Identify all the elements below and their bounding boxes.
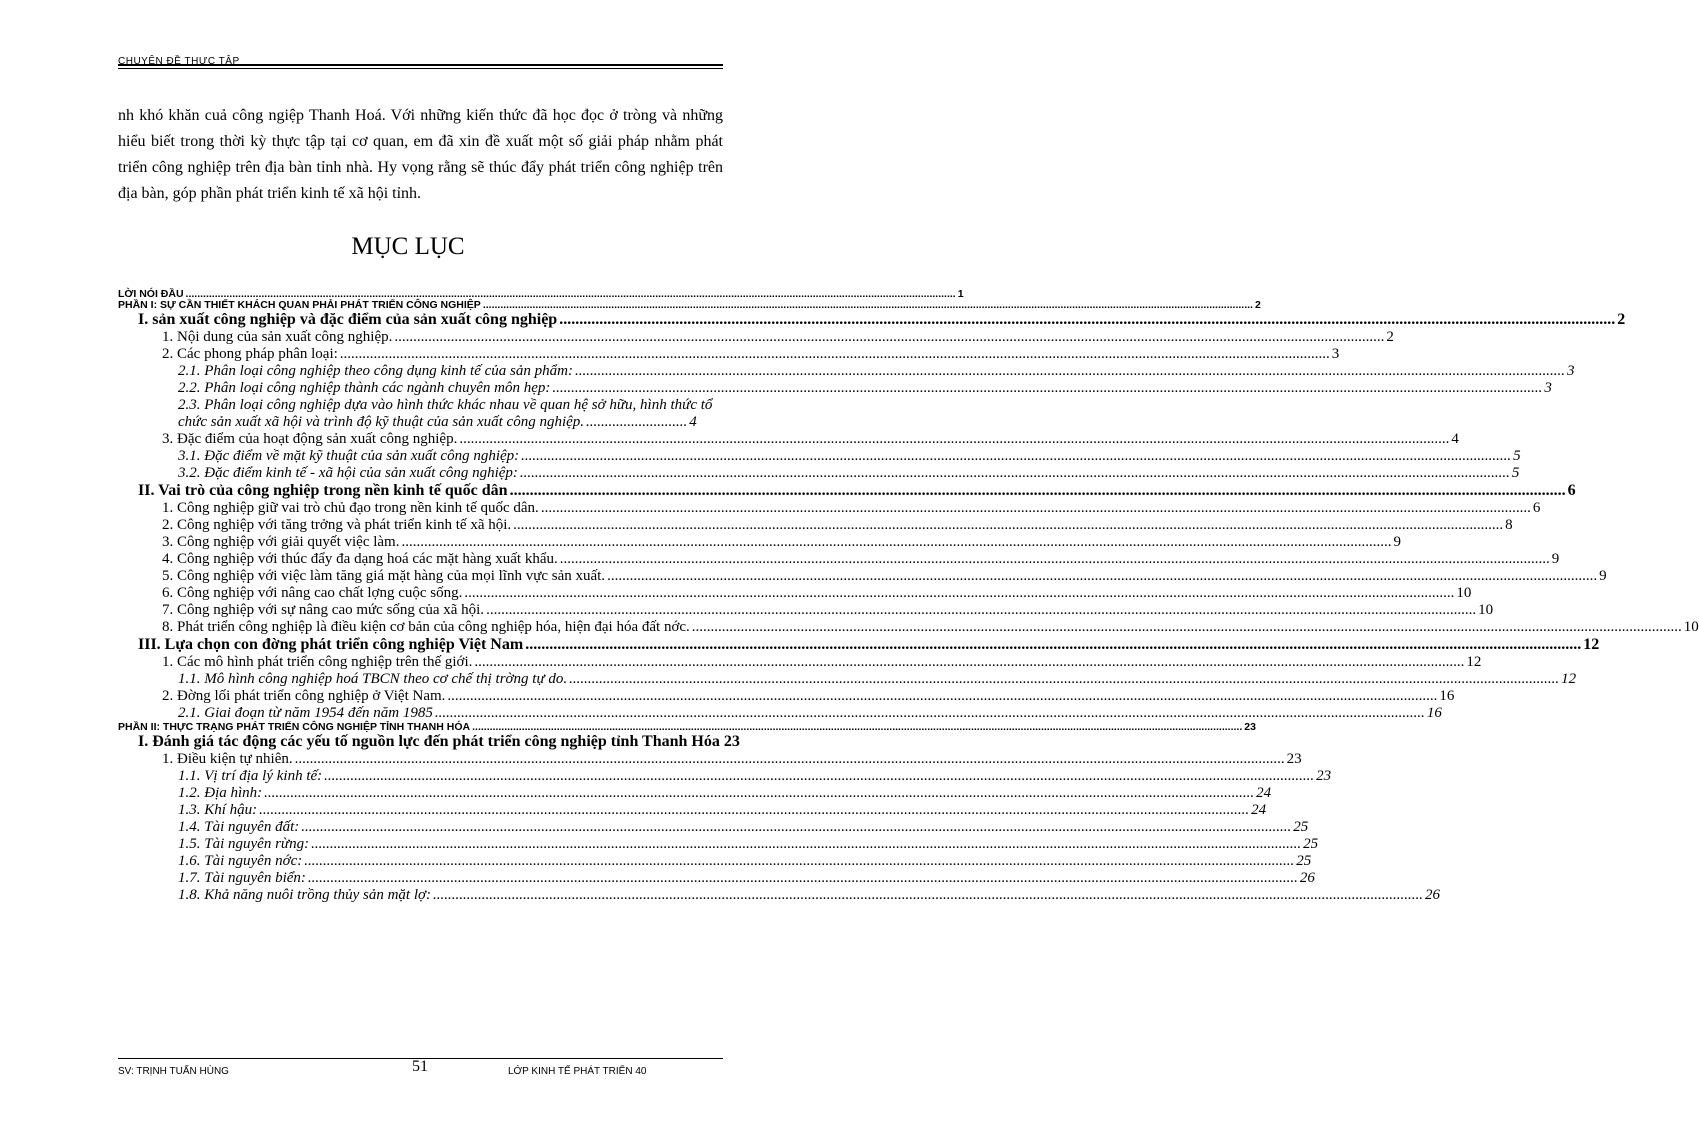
intro-paragraph: nh khó khăn cuả công ngiệp Thanh Hoá. Với những kiến thức đã học đọc ở tròng và những hiểu biết trong thời kỳ thực tập tại cơ quan, em đã xin đề xuất một số giải pháp nhằm phát triển công nghiệp trên địa bàn tỉnh nhà. Hy vọng rằng sẽ thúc đẩy phát triển công nghiệp trên địa bàn, góp phần phát triển kinh tế xã hội tỉnh.: [118, 107, 723, 202]
header-rule: [118, 64, 723, 66]
toc-leader-dots: [264, 785, 1254, 802]
toc-entry[interactable]: [118, 768, 1332, 785]
toc-entry-text: 2.1. Phân loại công nghiệp theo công dụng kinh tế của sản phẩm:: [178, 363, 573, 379]
toc-entry-text: 2. Đờng lối phát triển công nghiệp ở Việt Nam.: [162, 688, 446, 704]
toc-entry-page: 10: [1456, 585, 1472, 601]
toc-leader-dots: [304, 853, 1294, 870]
toc-entry[interactable]: [118, 397, 723, 431]
toc-entry-page: 23: [723, 733, 740, 750]
toc-entry-text: 1.5. Tài nguyên rừng:: [178, 836, 310, 852]
toc-entry-page: 3: [1331, 346, 1340, 362]
toc-entry[interactable]: [118, 500, 1541, 517]
toc-leader-dots: [513, 517, 1503, 534]
toc-leader-dots: [435, 705, 1425, 722]
toc-entry-page: 9: [1599, 568, 1607, 584]
toc-entry-text: 1.7. Tài nguyên biển:: [178, 870, 306, 886]
toc-entry[interactable]: [118, 465, 1520, 482]
toc-entry-text: 5. Công nghiệp với việc làm tăng giá mặt hàng của mọi lĩnh vực sản xuất.: [162, 568, 606, 584]
toc-entry[interactable]: [118, 448, 1521, 465]
toc-entry-text: 3. Công nghiệp với giải quyết việc làm.: [162, 534, 400, 550]
toc-entry-text: 1.2. Địa hình:: [178, 785, 263, 801]
toc-leader-dots: [472, 722, 1242, 733]
toc-entry[interactable]: [118, 568, 1607, 585]
toc-leader-dots: [459, 431, 1449, 448]
toc-entry[interactable]: [118, 517, 1513, 534]
toc-entry[interactable]: [118, 721, 1256, 733]
toc-entry-text: 2. Các phong pháp phân loại:: [162, 346, 338, 362]
toc-leader-dots: [308, 870, 1298, 887]
toc-leader-dots: [569, 671, 1559, 688]
toc-entry-text: 4. Công nghiệp với thúc đẩy đa dạng hoá các mặt hàng xuất khẩu.: [162, 551, 558, 567]
toc-entry-text: 1.1. Mô hình công nghiệp hoá TBCN theo cơ chế thị trờng tự do.: [178, 671, 568, 687]
toc-entry[interactable]: [118, 836, 1319, 853]
toc-entry-page: 2: [1254, 299, 1261, 311]
toc-entry-text: II. Vai trò của công nghiệp trong nền kinh tế quốc dân: [138, 482, 508, 499]
toc-entry-page: 1: [957, 288, 964, 300]
toc-leader-dots: [464, 585, 1454, 602]
toc-entry-text: 2.3. Phân loại công nghiệp dựa vào hình thức khác nhau về quan hệ sở hữu, hình thức tổ chức sản xuất xã hội và trình độ kỹ thuật của sản xuất công nghiệp.: [178, 397, 713, 430]
toc-entry-page: 5: [1511, 465, 1520, 481]
toc-entry-text: 1.6. Tài nguyên nớc:: [178, 853, 303, 869]
toc-entry-page: 24: [1251, 802, 1267, 818]
toc-entry-text: 3. Đặc điểm của hoạt động sản xuất công nghiệp.: [162, 431, 458, 447]
toc-leader-dots: [692, 619, 1682, 636]
toc-entry-text: 6. Công nghiệp với nâng cao chất lợng cuộc sống.: [162, 585, 463, 601]
header-rule-thin: [118, 68, 723, 69]
toc-leader-dots: [560, 551, 1550, 568]
toc-entry[interactable]: [118, 853, 1312, 870]
toc-entry-page: 12: [1583, 636, 1600, 653]
page-header-title: CHUYÊN ĐỀ THỰC TẬP: [118, 56, 240, 67]
toc-entry[interactable]: [118, 887, 1441, 904]
toc-entry-text: 1. Điều kiện tự nhiên.: [162, 751, 293, 767]
footer-class: LỚP KINH TẾ PHÁT TRIỂN 40: [508, 1066, 647, 1077]
table-of-contents: [118, 288, 1699, 904]
toc-leader-dots: [525, 636, 1581, 654]
toc-entry-text: 1. Nội dung của sản xuất công nghiệp.: [162, 329, 393, 345]
toc-entry-page: 3: [1566, 363, 1575, 379]
toc-entry-page: 16: [1426, 705, 1442, 721]
toc-entry-page: 3: [1544, 380, 1552, 396]
toc-leader-dots: [324, 768, 1314, 785]
toc-entry[interactable]: [118, 602, 1494, 619]
toc-entry-page: 26: [1425, 887, 1441, 903]
toc-entry[interactable]: [118, 329, 1394, 346]
toc-entry-text: 1. Công nghiệp giữ vai trò chủ đạo trong nền kinh tế quốc dân.: [162, 500, 539, 516]
toc-entry[interactable]: [118, 802, 1267, 819]
toc-entry-text: 2.1. Giai đoạn từ năm 1954 đến năm 1985: [178, 705, 433, 721]
toc-entry[interactable]: [118, 551, 1560, 568]
toc-entry[interactable]: [118, 636, 1600, 654]
toc-entry-text: 3.1. Đặc điểm về mặt kỹ thuật của sản xuất công nghiệp:: [178, 448, 520, 464]
toc-entry-text: 1.4. Tài nguyên đất:: [178, 819, 300, 835]
toc-entry-page: 2: [1617, 311, 1626, 328]
toc-entry-page: 12: [1466, 654, 1482, 670]
toc-entry[interactable]: [118, 585, 1472, 602]
toc-entry-page: 16: [1439, 688, 1455, 704]
toc-entry[interactable]: [118, 870, 1315, 887]
toc-entry-text: 1. Các mô hình phát triển công nghiệp trên thế giới.: [162, 654, 473, 670]
footer-author: SV: TRỊNH TUẤN HÙNG: [118, 1066, 229, 1077]
toc-leader-dots: [483, 300, 1253, 311]
toc-entry-page: 23: [1286, 751, 1302, 767]
toc-entry-page: 4: [1451, 431, 1459, 447]
page-number: 51: [412, 1058, 428, 1075]
toc-leader-dots: [401, 534, 1391, 551]
toc-entry[interactable]: [118, 751, 1302, 768]
toc-entry-text: PHẦN II: THỰC TRẠNG PHÁT TRIỂN CÔNG NGHIỆP TỈNH THANH HÓA: [118, 721, 471, 733]
toc-leader-dots: [394, 329, 1384, 346]
toc-entry-page: 23: [1244, 721, 1256, 733]
toc-entry[interactable]: [118, 299, 1261, 311]
toc-entry-page: 4: [689, 414, 697, 430]
toc-entry-text: 1.1. Vị trí địa lý kinh tế:: [178, 768, 323, 784]
toc-entry-page: 9: [1393, 534, 1401, 550]
toc-leader-dots: [575, 363, 1565, 380]
toc-entry-page: 25: [1293, 819, 1309, 835]
toc-leader-dots: [433, 887, 1423, 904]
toc-entry-text: 1.8. Khả năng nuôi trồng thủy sản mặt lợ:: [178, 887, 432, 903]
toc-entry-page: 23: [1316, 768, 1332, 784]
toc-leader-dots: [520, 465, 1510, 482]
toc-leader-dots: [541, 500, 1531, 517]
toc-entry-page: 25: [1303, 836, 1319, 852]
toc-entry-page: 24: [1256, 785, 1272, 801]
toc-entry-page: 5: [1513, 448, 1521, 464]
toc-entry-page: 10: [1683, 619, 1699, 635]
toc-leader-dots: [447, 688, 1437, 705]
toc-entry[interactable]: [118, 733, 740, 751]
toc-entry-page: 12: [1561, 671, 1577, 687]
toc-entry-text: 3.2. Đặc điểm kinh tế - xã hội của sản xuất công nghiệp:: [178, 465, 518, 481]
toc-entry[interactable]: [118, 534, 1401, 551]
toc-leader-dots: [510, 482, 1566, 500]
toc-leader-dots: [521, 448, 1511, 465]
toc-leader-dots: [311, 836, 1301, 853]
toc-entry-text: 8. Phát triển công nghiệp là điều kiện cơ bản của công nghiệp hóa, hiện đại hóa đất nớc.: [162, 619, 690, 635]
toc-entry[interactable]: [118, 363, 1575, 380]
toc-entry-page: 25: [1296, 853, 1312, 869]
toc-leader-dots: [295, 751, 1285, 768]
toc-entry[interactable]: [118, 619, 1699, 636]
toc-entry-page: 9: [1551, 551, 1560, 567]
toc-leader-dots: [474, 654, 1464, 671]
toc-entry[interactable]: [118, 671, 1577, 688]
toc-entry[interactable]: [118, 311, 1626, 329]
toc-entry-text: 2. Công nghiệp với tăng trởng và phát triển kinh tế xã hội.: [162, 517, 512, 533]
toc-leader-dots: [607, 568, 1597, 585]
toc-entry[interactable]: [118, 705, 1442, 722]
toc-entry-text: 2.2. Phân loại công nghiệp thành các ngành chuyên môn hẹp:: [178, 380, 551, 396]
toc-entry[interactable]: [118, 819, 1309, 836]
toc-entry-page: 26: [1299, 870, 1315, 886]
toc-leader-dots: [301, 819, 1291, 836]
toc-entry-page: 10: [1478, 602, 1494, 618]
toc-entry-text: I. sản xuất công nghiệp và đặc điểm của sản xuất công nghiệp: [138, 311, 558, 328]
toc-entry[interactable]: [118, 688, 1455, 705]
toc-entry[interactable]: [118, 654, 1482, 671]
toc-entry-page: 6: [1532, 500, 1541, 516]
toc-entry-text: 7. Công nghiệp với sự nâng cao mức sống của xã hội.: [162, 602, 485, 618]
toc-leader-dots: [559, 311, 1615, 329]
toc-entry[interactable]: [118, 346, 1340, 363]
toc-leader-dots: [552, 380, 1542, 397]
toc-entry-text: 1.3. Khí hậu:: [178, 802, 258, 818]
toc-entry-text: LỜI NÓI ĐẦU: [118, 288, 184, 300]
toc-leader-dots: [259, 802, 1249, 819]
toc-entry-page: 2: [1386, 329, 1394, 345]
toc-entry-text: PHẦN I: SỰ CẦN THIẾT KHÁCH QUAN PHẢI PHÁT TRIỂN CÔNG NGHIỆP: [118, 299, 481, 311]
toc-leader-dots: [486, 602, 1476, 619]
toc-entry[interactable]: [118, 380, 1552, 397]
toc-entry-text: I. Đánh giá tác động các yếu tố nguồn lực đến phát triển công nghiệp tỉnh Thanh Hóa: [138, 733, 720, 750]
toc-entry[interactable]: [118, 482, 1576, 500]
toc-entry-page: 6: [1567, 482, 1576, 499]
toc-entry[interactable]: [118, 785, 1272, 802]
toc-leader-dots: [586, 414, 687, 430]
toc-entry-page: 8: [1505, 517, 1513, 533]
toc-entry[interactable]: [118, 431, 1459, 448]
toc-leader-dots: [340, 346, 1330, 363]
toc-title: MỤC LỤC: [351, 233, 465, 260]
toc-entry-text: III. Lựa chọn con đờng phát triển công nghiệp Việt Nam: [138, 636, 524, 653]
